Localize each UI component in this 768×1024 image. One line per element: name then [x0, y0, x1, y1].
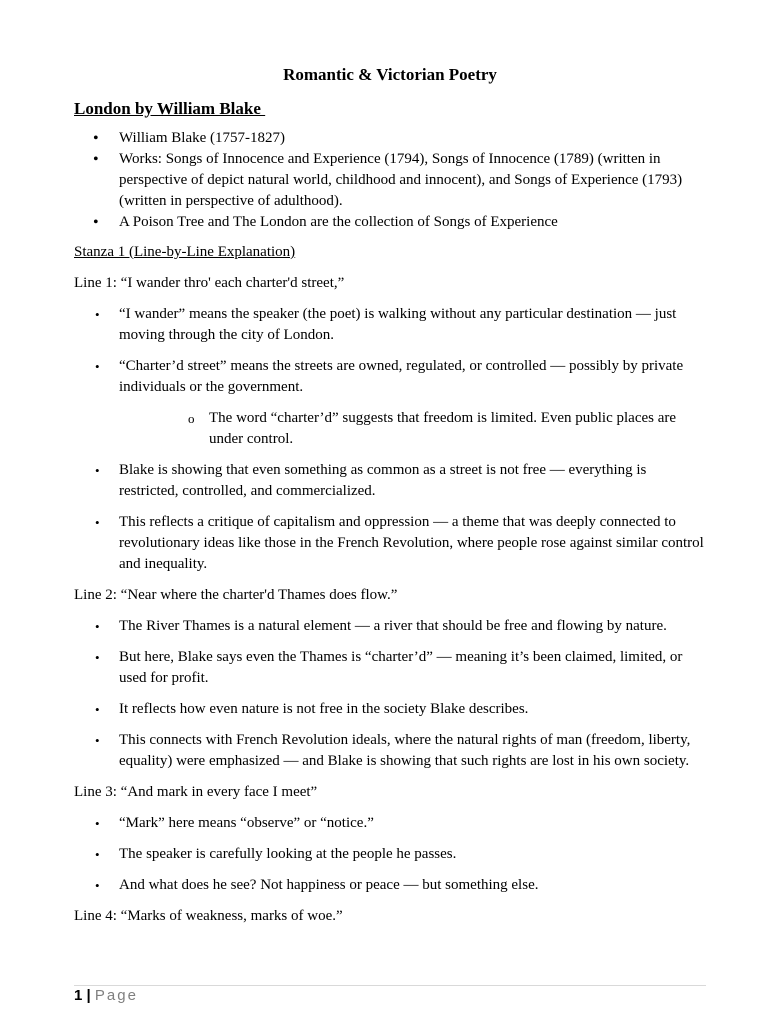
- list-item-text: Works: Songs of Innocence and Experience (1794), Songs of Innocence (1789) (written in perspective of depict natural world, childhood and innocent), and Songs of Experience (1793) (written in perspective of adulthood).: [119, 151, 683, 209]
- bullet-icon: •: [95, 307, 100, 322]
- bullet-icon: •: [95, 878, 100, 893]
- list-item-text: The speaker is carefully looking at the people he passes.: [119, 846, 457, 862]
- list-item: [74, 647, 706, 689]
- bullet-icon: •: [95, 816, 100, 831]
- list-item: [74, 730, 706, 772]
- page-label: Page: [94, 987, 138, 1004]
- list-item-text: William Blake (1757-1827): [119, 130, 286, 146]
- sub-list-item-text: The word “charter’d” suggests that freedom is limited. Even public places are under control.: [209, 410, 677, 447]
- list-item-text: This connects with French Revolution ideals, where the natural rights of man (freedom, liberty, equality) were emphasized — and Blake is showing that such rights are lost in his own society.: [119, 732, 691, 769]
- intro-bullet-list: [74, 128, 706, 233]
- list-item-text: And what does he see? Not happiness or peace — but something else.: [119, 877, 539, 893]
- line-4-heading: Line 4: “Marks of weakness, marks of woe.”: [74, 908, 343, 924]
- line-1-bullet-list: [74, 304, 706, 575]
- line-2-heading: Line 2: “Near where the charter'd Thames does flow.”: [74, 587, 398, 603]
- list-item: [74, 844, 706, 865]
- line-3-heading: Line 3: “And mark in every face I meet”: [74, 784, 318, 800]
- list-item-text: “Charter’d street” means the streets are owned, regulated, or controlled — possibly by private individuals or the government.: [119, 358, 684, 395]
- sub-bullet-list: [119, 408, 706, 450]
- list-item: [74, 512, 706, 575]
- document-page: [74, 64, 706, 937]
- bullet-icon: •: [95, 515, 100, 530]
- bullet-icon: •: [95, 359, 100, 374]
- stanza-heading: Stanza 1 (Line-by-Line Explanation): [74, 244, 296, 260]
- bullet-icon: •: [95, 650, 100, 665]
- line-2-bullet-list: [74, 616, 706, 772]
- list-item: [74, 212, 706, 233]
- bullet-icon: •: [95, 847, 100, 862]
- list-item-text: “Mark” here means “observe” or “notice.”: [119, 815, 374, 831]
- page-footer: [74, 985, 706, 1005]
- list-item-text: Blake is showing that even something as common as a street is not free — everything is restricted, controlled, and commercialized.: [119, 462, 647, 499]
- list-item: [74, 875, 706, 896]
- bullet-icon: •: [95, 733, 100, 748]
- list-item-text: The River Thames is a natural element — a river that should be free and flowing by nature.: [119, 618, 667, 634]
- list-item: [74, 149, 706, 212]
- list-item-text: This reflects a critique of capitalism and oppression — a theme that was deeply connected to revolutionary ideas like those in the French Revolution, where people rose against similar control and inequality.: [119, 514, 704, 572]
- list-item-text: “I wander” means the speaker (the poet) is walking without any particular destination — just moving through the city of London.: [119, 306, 677, 343]
- bullet-icon: •: [95, 702, 100, 717]
- bullet-icon: •: [93, 130, 99, 147]
- list-item: [74, 813, 706, 834]
- page-number: 1: [74, 987, 83, 1004]
- bullet-icon: •: [95, 463, 100, 478]
- bullet-icon: •: [93, 151, 99, 168]
- circle-bullet-icon: o: [188, 411, 195, 426]
- list-item: [74, 304, 706, 346]
- list-item-text: It reflects how even nature is not free in the society Blake describes.: [119, 701, 529, 717]
- list-item: [74, 616, 706, 637]
- bullet-icon: •: [93, 214, 99, 231]
- list-item: [74, 128, 706, 149]
- sub-list-item: [164, 408, 706, 450]
- list-item: [74, 699, 706, 720]
- list-item: [74, 356, 706, 450]
- footer-separator: |: [86, 987, 91, 1004]
- list-item-text: A Poison Tree and The London are the collection of Songs of Experience: [119, 214, 558, 230]
- list-item-text: But here, Blake says even the Thames is “charter’d” — meaning it’s been claimed, limited, or used for profit.: [119, 649, 683, 686]
- section-heading: London by William Blake: [74, 99, 266, 118]
- bullet-icon: •: [95, 619, 100, 634]
- document-title: Romantic & Victorian Poetry: [283, 65, 497, 84]
- line-1-heading: Line 1: “I wander thro' each charter'd street,”: [74, 275, 345, 291]
- list-item: [74, 460, 706, 502]
- line-3-bullet-list: [74, 813, 706, 896]
